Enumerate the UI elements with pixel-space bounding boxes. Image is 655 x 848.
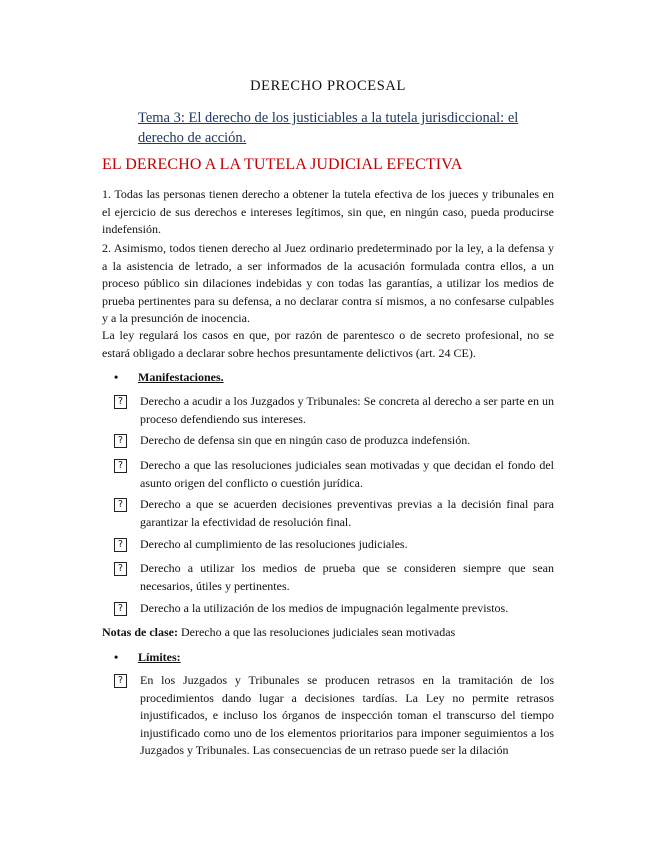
missing-glyph-icon: ? <box>114 674 127 688</box>
list-item: ? En los Juzgados y Tribunales se producen retrasos en la tramitación de los procedimientos dando lugar a decisiones tardías. La Ley no permite retrasos injustificados, e incluso los órganos de inspección toman el transcurso del tiempo injustificado como uno de los elementos prioritarios para imponer seguimientos a los Juzgados y Tribunales. Las consecuencias de un retraso puede ser la dilación <box>114 672 554 760</box>
document-title: DERECHO PROCESAL <box>250 78 406 94</box>
list-item: ? Derecho a la utilización de los medios de impugnación legalmente previstos. <box>114 600 554 618</box>
list-item: ? Derecho a que se acuerden decisiones preventivas previas a la decisión final para garantizar la efectividad de resolución final. <box>114 496 554 531</box>
missing-glyph-icon: ? <box>114 459 127 473</box>
notes-text: Derecho a que las resoluciones judiciales sean motivadas <box>177 625 456 639</box>
bullet-icon: • <box>114 370 119 384</box>
missing-glyph-icon: ? <box>114 562 127 576</box>
list-item: ? Derecho a acudir a los Juzgados y Tribunales: Se concreta al derecho a ser parte en un proceso defendiendo sus intereses. <box>114 393 554 428</box>
manifestaciones-heading <box>114 370 224 385</box>
class-notes <box>102 625 554 640</box>
missing-glyph-icon: ? <box>114 434 127 448</box>
paragraph-3: La ley regulará los casos en que, por razón de parentesco o de secreto profesional, no se estará obligado a declarar sobre hechos presuntamente delictivos (art. 24 CE). <box>102 328 554 360</box>
missing-glyph-icon: ? <box>114 538 127 552</box>
notes-label: Notas de clase: <box>102 625 178 639</box>
missing-glyph-icon: ? <box>114 498 127 512</box>
paragraph-2: 2. Asimismo, todos tienen derecho al Juez ordinario predeterminado por la ley, a la defensa y a la asistencia de letrado, a ser informados de la acusación formulada contra ellos, a un proceso público sin dilaciones indebidas y con todas las garantías, a utilizar los medios de prueba pertinentes para su defensa, a no declarar contra sí mismos, a no confesarse culpables y a la presunción de inocencia. <box>102 241 554 325</box>
missing-glyph-icon: ? <box>114 602 127 616</box>
bullet-icon: • <box>114 650 119 664</box>
limites-label: Límites: <box>138 650 181 664</box>
section-title: EL DERECHO A LA TUTELA JUDICIAL EFECTIVA <box>102 156 463 173</box>
list-item: ? Derecho a utilizar los medios de prueba que se consideren siempre que sean necesarios, útiles y pertinentes. <box>114 560 554 595</box>
list-item: ? Derecho a que las resoluciones judiciales sean motivadas y que decidan el fondo del asunto origen del conflicto o cuestión jurídica. <box>114 457 554 492</box>
topic-heading: Tema 3: El derecho de los justiciables a la tutela jurisdiccional: el derecho de acción. <box>138 110 519 146</box>
missing-glyph-icon: ? <box>114 395 127 409</box>
paragraph-1: 1. Todas las personas tienen derecho a obtener la tutela efectiva de los jueces y tribunales en el ejercicio de sus derechos e intereses legítimos, sin que, en ningún caso, pueda producirse indefensión. <box>102 187 554 236</box>
list-item: ? Derecho de defensa sin que en ningún caso de produzca indefensión. <box>114 432 554 450</box>
manifestaciones-label: Manifestaciones. <box>138 370 224 384</box>
limites-heading <box>114 650 181 665</box>
list-item: ? Derecho al cumplimiento de las resoluciones judiciales. <box>114 536 554 554</box>
